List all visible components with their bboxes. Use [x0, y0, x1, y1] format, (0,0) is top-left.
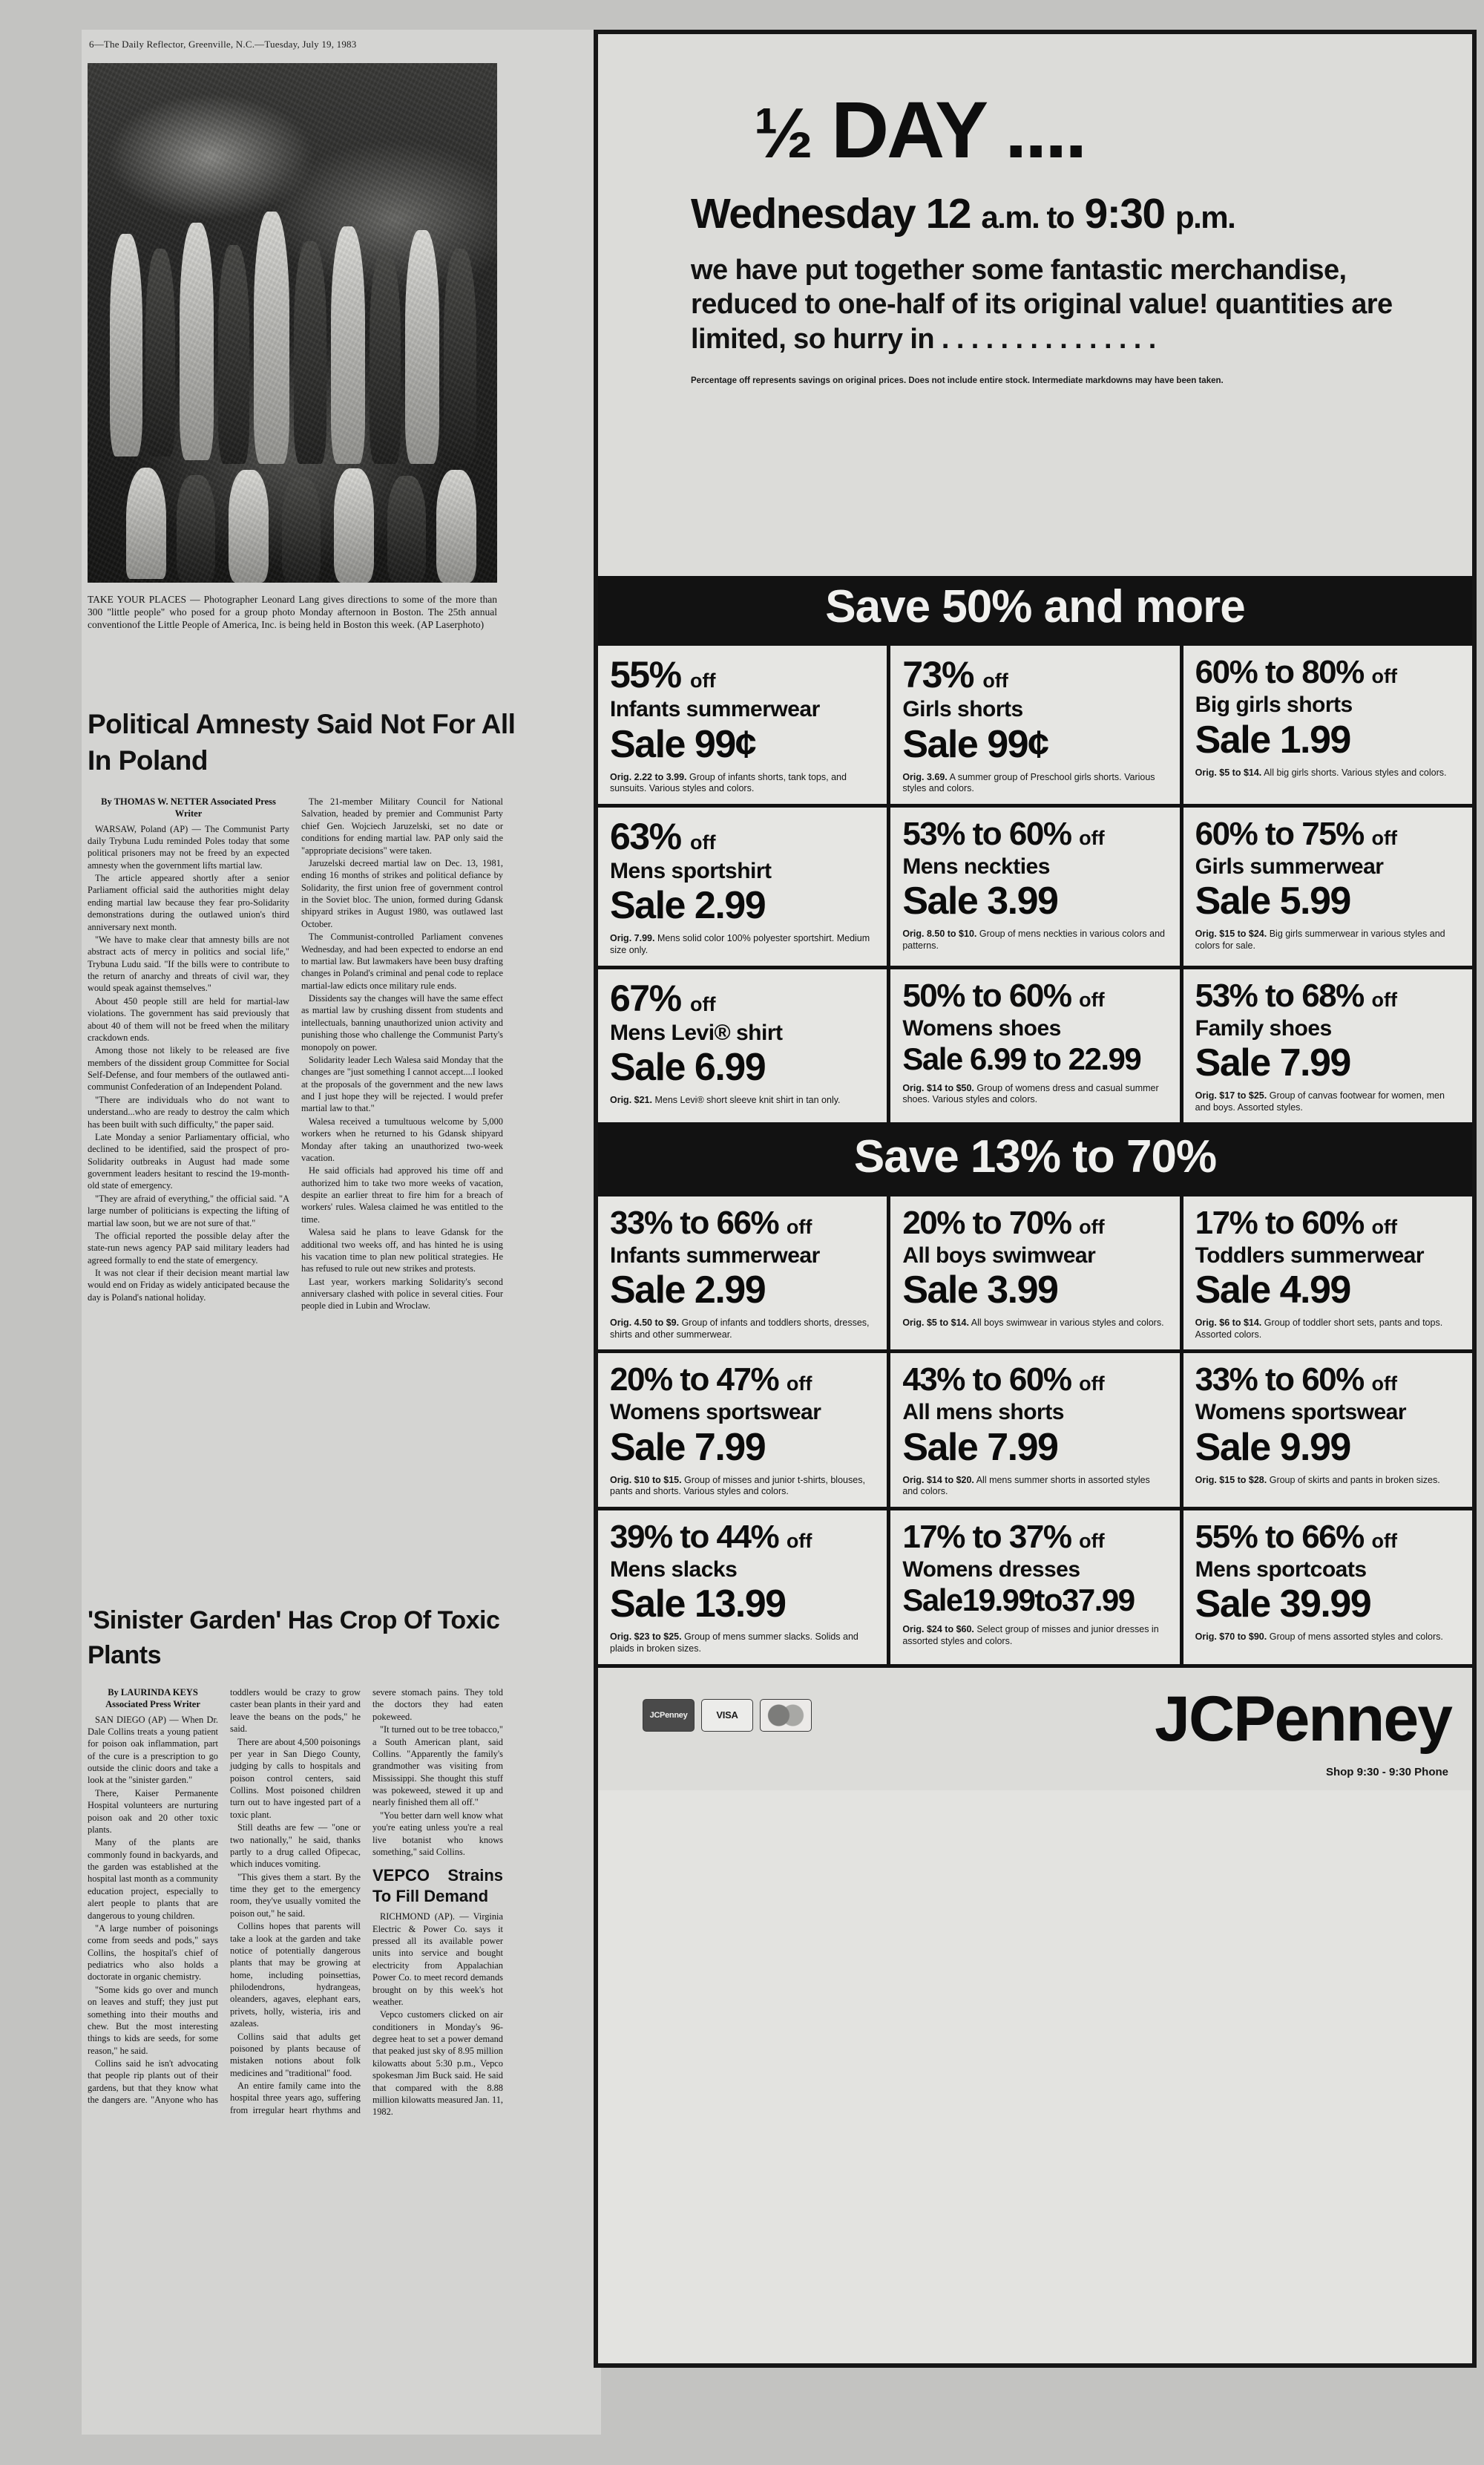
- offer-orig-price: Orig. $15 to $24.: [1195, 929, 1267, 940]
- offer-item: Girls shorts: [902, 697, 1023, 722]
- offer-desc-text: All mens summer shorts in assorted styles and colors.: [902, 1474, 1150, 1497]
- offer-desc-text: Group of infants and toddlers shorts, dresses, shirts and other summerwear.: [610, 1317, 870, 1340]
- offer-desc-text: Group of skirts and pants in broken sizes.: [1269, 1474, 1440, 1485]
- offer-orig-price: Orig. $70 to $90.: [1195, 1631, 1267, 1643]
- store-hours: Shop 9:30 - 9:30 Phone: [1325, 1765, 1448, 1778]
- offer-sale-price: Sale 5.99: [1195, 880, 1350, 923]
- offer-cell[interactable]: [890, 969, 1179, 1123]
- paragraph: RICHMOND (AP). — Virginia Electric & Power Co. says it pressed all its available power units into service and bought electricity from Appalachian Power Co. to meet record demands brought on by this week's hot weather.: [372, 1911, 503, 2007]
- page-folio: 6—The Daily Reflector, Greenville, N.C.—Tuesday, July 19, 1983: [89, 39, 357, 50]
- offer-desc-text: Group of mens summer slacks. Solids and plaids in broken sizes.: [610, 1631, 858, 1654]
- paragraph: It was not clear if their decision meant martial law would end on Friday as widely anticipated because the day is Poland's national holiday.: [88, 1268, 289, 1303]
- paragraph: There, Kaiser Permanente Hospital volunteers are nurturing poison oak and 20 other toxic plants.: [88, 1787, 218, 1835]
- offer-item: Mens slacks: [610, 1556, 738, 1582]
- offer-percent-suffix: off: [1079, 988, 1105, 1011]
- offer-orig-price: Orig. 8.50 to $10.: [902, 929, 977, 940]
- offer-desc-text: Group of canvas footwear for women, men and boys. Assorted styles.: [1195, 1090, 1445, 1113]
- payment-cards: [643, 1699, 812, 1732]
- offer-sale-price: Sale 2.99: [610, 1268, 766, 1312]
- headline-vepco: VEPCO Strains To Fill Demand: [372, 1866, 503, 1905]
- offer-orig-price: Orig. 3.69.: [902, 771, 948, 782]
- offer-percent: [610, 654, 875, 696]
- offer-percent-value: 50% to 60%: [902, 977, 1071, 1014]
- offer-percent-suffix: off: [982, 670, 1008, 693]
- offer-percent-suffix: off: [786, 1372, 812, 1395]
- paragraph: "There are individuals who do not want to understand...who are ready to destroy the calm which has been built with such difficulty," the paper said.: [88, 1094, 289, 1130]
- byline-garden: By LAURINDA KEYS Associated Press Writer: [105, 1687, 200, 1710]
- offer-description: [902, 772, 1167, 795]
- offer-description: [610, 933, 875, 956]
- offer-item: Toddlers summerwear: [1195, 1243, 1425, 1268]
- offer-percent: [610, 815, 875, 857]
- paragraph: Collins said that adults get poisoned by plants because of mistaken notions about folk medicines and "traditional" food.: [230, 2031, 361, 2078]
- offer-desc-text: Select group of misses and junior dresses in assorted styles and colors.: [902, 1624, 1159, 1646]
- offer-desc-text: Big girls summerwear in various styles and colors for sale.: [1195, 929, 1445, 952]
- ad-subhead-time1: a.m. to: [981, 200, 1074, 235]
- ad-headline-rest: DAY ....: [831, 85, 1086, 174]
- offer-percent: [902, 654, 1167, 696]
- offer-percent-value: 53% to 68%: [1195, 977, 1364, 1014]
- offer-description: [1195, 1317, 1460, 1340]
- offer-cell[interactable]: [1183, 1510, 1472, 1664]
- headline-poland: Political Amnesty Said Not For All In Poland: [88, 709, 516, 776]
- offer-percent: [1195, 815, 1460, 852]
- ad-headline-fraction: ½: [754, 94, 812, 173]
- offer-description: [610, 1317, 875, 1340]
- paragraph: WARSAW, Poland (AP) — The Communist Party daily Trybuna Ludu reminded Poles today that some political prisoners may not be freed by an expected amnesty when the government lifts martial law.: [88, 823, 289, 871]
- offer-description: [610, 772, 875, 795]
- offer-grid-top: [598, 642, 1472, 1126]
- offer-orig-price: Orig. $24 to $60.: [902, 1624, 974, 1635]
- byline-poland: By THOMAS W. NETTER Associated Press Writer: [101, 796, 276, 819]
- offer-item: Mens sportcoats: [1195, 1556, 1367, 1582]
- offer-cell[interactable]: [890, 1510, 1179, 1664]
- paragraph: "A large number of poisonings come from seeds and pods," says Collins, the hospital's chief of pediatrics who also holds a doctorate in organic chemistry.: [88, 1922, 218, 1983]
- offer-percent: [902, 1361, 1167, 1398]
- offer-percent-suffix: off: [1079, 826, 1105, 849]
- offer-orig-price: Orig. 2.22 to 3.99.: [610, 771, 687, 782]
- offer-item: Womens dresses: [902, 1556, 1080, 1582]
- offer-item: Womens shoes: [902, 1015, 1061, 1041]
- paragraph: The Communist-controlled Parliament convenes Wednesday, and had been expected to endorse an end to martial law. But lawmakers have been busy drafting changes in Poland's criminal and penal code to replace martial-law edicts once military rule ends.: [301, 932, 503, 991]
- paragraph: The article appeared shortly after a senior Parliament official said the authorities might delay ending martial law because they fear pro-Solidarity demonstrations during the outlawed union's third anniversary next month.: [88, 873, 289, 932]
- offer-cell[interactable]: [598, 808, 887, 966]
- offer-description: [1195, 1631, 1460, 1643]
- offer-sale-price: Sale19.99to37.99: [902, 1582, 1135, 1618]
- offer-desc-text: Group of womens dress and casual summer shoes. Various styles and colors.: [902, 1082, 1159, 1105]
- offer-percent-value: 73%: [902, 654, 974, 696]
- offer-percent: [902, 815, 1167, 852]
- paragraph: Many of the plants are commonly found in backyards, and the garden was established at the hospital last month as a community education project, especially to alert people to plants that are dangerous to young children.: [88, 1837, 218, 1921]
- paragraph: Last year, workers marking Solidarity's second anniversary clashed with police in several cities. Four people died in Lubin and Wroclaw.: [301, 1276, 503, 1312]
- mastercard-icon: [760, 1699, 812, 1732]
- offer-percent: [902, 977, 1167, 1014]
- offer-item: Womens sportswear: [610, 1400, 821, 1425]
- offer-item: All mens shorts: [902, 1400, 1064, 1425]
- offer-description: [610, 1631, 875, 1654]
- offer-cell[interactable]: [598, 969, 887, 1123]
- paragraph: Solidarity leader Lech Walesa said Monday that the changes are "just something I cannot accept....I looked at the proposals of the government and the new laws and I just hope they will be rejected. I would prefer martial law to that.": [301, 1054, 503, 1114]
- ad-fine-print: Percentage off represents savings on original prices. Does not include entire stock. Intermediate markdowns may have been taken.: [691, 376, 1224, 385]
- offer-description: [1195, 1475, 1460, 1487]
- offer-percent-value: 17% to 37%: [902, 1518, 1071, 1555]
- paragraph: "Some kids go over and munch on leaves and stuff; they just put something into their mouths and chew. But the most interesting things to kids are seeds, for some reason," he said.: [88, 1984, 218, 2056]
- offer-sale-price: Sale 4.99: [1195, 1268, 1350, 1312]
- offer-percent: [902, 1204, 1167, 1241]
- paragraph: Still deaths are few — "one or two nationally," he said, thanks partly to a drug called Ofipecac, which induces vomiting.: [230, 1822, 361, 1870]
- ad-subhead: [691, 192, 1450, 237]
- offer-desc-text: Group of misses and junior t-shirts, blouses, pants and shorts. Various styles and colors.: [610, 1474, 865, 1497]
- offer-percent-value: 55% to 66%: [1195, 1518, 1364, 1555]
- offer-percent-suffix: off: [1371, 665, 1397, 688]
- offer-percent-value: 33% to 60%: [1195, 1361, 1364, 1398]
- offer-percent-suffix: off: [1079, 1372, 1105, 1395]
- paragraph: "You better darn well know what you're eating unless you're a real live botanist who knows something," said Collins.: [372, 1810, 503, 1857]
- paragraph: Collins hopes that parents will take a look at the garden and take notice of potentially dangerous plants that may be growing at home, including poinsettias, philodendrons, hydrangeas, oleanders, agaves, elephant ears, privets, holly, wisteria, iris and azaleas.: [230, 1921, 361, 2029]
- offer-item: All boys swimwear: [902, 1243, 1096, 1268]
- offer-percent-value: 20% to 47%: [610, 1361, 779, 1398]
- offer-sale-price: Sale 39.99: [1195, 1582, 1371, 1626]
- offer-desc-text: A summer group of Preschool girls shorts. Various styles and colors.: [902, 771, 1155, 794]
- offer-cell[interactable]: [1183, 969, 1472, 1123]
- offer-item: Infants summerwear: [610, 1243, 820, 1268]
- offer-sale-price: Sale 7.99: [610, 1425, 766, 1469]
- offer-cell[interactable]: [890, 1353, 1179, 1507]
- paragraph: "We have to make clear that amnesty bills are not abstract acts of mercy in politics and social life," Trybuna Ludu said. "If the bills were to contribute to the return of anarchy and threats of civil war, they would speak against themselves.": [88, 934, 289, 994]
- offer-percent-value: 43% to 60%: [902, 1361, 1071, 1398]
- offer-percent-suffix: off: [689, 831, 716, 854]
- offer-percent-value: 63%: [610, 815, 681, 857]
- photo-grain: [88, 63, 497, 583]
- paragraph: Late Monday a senior Parliamentary official, who declined to be identified, said the prospect of pro-Solidarity outbreaks in August had made some government leaders hesitant to rescind the 19-month-old state of emergency.: [88, 1131, 289, 1191]
- offer-orig-price: Orig. $14 to $50.: [902, 1082, 974, 1093]
- offer-desc-text: All boys swimwear in various styles and colors.: [971, 1317, 1164, 1329]
- paragraph: He said officials had approved his time off and authorized him to take two more weeks of vacation, despite an earlier threat to fire him for a breach of workers' rules. Walesa claimed he was entitled to the time.: [301, 1165, 503, 1225]
- offer-percent: [1195, 656, 1460, 689]
- offer-item: Girls summerwear: [1195, 854, 1384, 879]
- jcpenney-card-icon: JCPenney: [643, 1699, 695, 1732]
- offer-description: [902, 1083, 1167, 1106]
- offer-sale-price: Sale 99¢: [902, 722, 1048, 766]
- offer-sale-price: Sale 9.99: [1195, 1425, 1350, 1469]
- offer-orig-price: Orig. $15 to $28.: [1195, 1474, 1267, 1485]
- offer-cell[interactable]: [890, 646, 1179, 804]
- offer-item: Big girls shorts: [1195, 693, 1353, 718]
- offer-description: [1195, 929, 1460, 952]
- jcpenney-advertisement: [594, 30, 1477, 2368]
- jcpenney-logo: JCPenney: [1155, 1683, 1451, 1755]
- offer-orig-price: Orig. $14 to $20.: [902, 1474, 974, 1485]
- offer-desc-text: All big girls shorts. Various styles and colors.: [1264, 767, 1447, 778]
- offer-desc-text: Group of infants shorts, tank tops, and sunsuits. Various styles and colors.: [610, 771, 847, 794]
- offer-desc-text: Mens Levi® short sleeve knit shirt in tan only.: [654, 1095, 841, 1106]
- offer-percent: [1195, 977, 1460, 1014]
- offer-percent-suffix: off: [1079, 1529, 1105, 1552]
- offer-sale-price: Sale 7.99: [1195, 1041, 1350, 1085]
- offer-description: [902, 1624, 1167, 1647]
- offer-percent: [610, 977, 875, 1019]
- offer-sale-price: Sale 6.99: [610, 1046, 766, 1090]
- offer-description: [610, 1475, 875, 1498]
- offer-cell[interactable]: [598, 1353, 887, 1507]
- paragraph: Dissidents say the changes will have the same effect as martial law by crushing dissent from students and intellectuals, banning unauthorized union activity and punishing those who challenge the Communist Party's monopoly on power.: [301, 993, 503, 1053]
- ad-subhead-time3: p.m.: [1175, 200, 1235, 235]
- offer-percent-suffix: off: [1371, 1372, 1397, 1395]
- offer-percent-suffix: off: [689, 670, 716, 693]
- story-body-garden: [88, 1686, 503, 2118]
- offer-sale-price: Sale 1.99: [1195, 718, 1350, 762]
- paragraph: An entire family came into the hospital three years ago, suffering from irregular heart rhythms and severe stomach pains. They told the doctors they had eaten pokeweed.: [230, 1687, 503, 2115]
- offer-percent: [1195, 1204, 1460, 1241]
- offer-cell[interactable]: [1183, 1197, 1472, 1350]
- offer-item: Mens neckties: [902, 854, 1050, 879]
- offer-cell[interactable]: [1183, 1353, 1472, 1507]
- offer-percent: [1195, 1361, 1460, 1398]
- offer-description: [1195, 1090, 1460, 1113]
- story-body-poland: [88, 796, 503, 1312]
- offer-description: [902, 1317, 1167, 1329]
- paragraph: There are about 4,500 poisonings per year in San Diego County, judging by calls to hospitals and poison control centers, said Collins. Most poisoned children turn out to have ingested part of a toxic plant.: [230, 1736, 361, 1820]
- offer-percent-value: 53% to 60%: [902, 815, 1071, 852]
- offer-sale-price: Sale 99¢: [610, 722, 756, 766]
- offer-cell[interactable]: [598, 1197, 887, 1350]
- ad-subhead-time2: 9:30: [1084, 190, 1165, 238]
- offer-desc-text: Group of toddler short sets, pants and tops. Assorted colors.: [1195, 1317, 1443, 1340]
- offer-percent-suffix: off: [689, 992, 716, 1015]
- offer-item: Mens sportshirt: [610, 858, 772, 883]
- paragraph: The official reported the possible delay after the state-run news agency PAP said military leaders had agreed formally to end the state of emergency.: [88, 1230, 289, 1266]
- paragraph: "It turned out to be tree tobacco," a South American plant, said Collins. "Apparently the family's grandmother was visiting from Mississippi. She thought this stuff was pokeweed, stewed it up and nearly finished them all off.": [372, 1724, 503, 1808]
- offer-percent-value: 60% to 80%: [1195, 654, 1364, 691]
- ad-header: [598, 34, 1472, 576]
- paragraph: Jaruzelski decreed martial law on Dec. 13, 1981, ending 16 months of strikes and political defiance by Solidarity, the first union free of government control in the Soviet bloc. The union, formed during Gdansk shipyard strikes in August 1980, was outlawed last October.: [301, 857, 503, 929]
- ad-footer: [598, 1668, 1472, 1790]
- offer-cell[interactable]: [890, 808, 1179, 966]
- offer-orig-price: Orig. $5 to $14.: [902, 1317, 969, 1329]
- offer-orig-price: Orig. $10 to $15.: [610, 1474, 682, 1485]
- ad-band-save-13-70: Save 13% to 70%: [598, 1126, 1472, 1192]
- offer-cell[interactable]: [598, 1510, 887, 1664]
- paragraph: "They are afraid of everything," the official said. "A large number of politicians is expecting the lifting of martial law soon, but we are not sure of that.": [88, 1193, 289, 1228]
- paragraph: Collins said he isn't advocating that people rip plants out of their gardens, but that they know what the dangers are. "Anyone who has toddlers would be crazy to grow caster bean plants in their yard and leave the beans on the pods," he said.: [88, 1687, 361, 2106]
- offer-percent: [1195, 1518, 1460, 1555]
- offer-orig-price: Orig. 7.99.: [610, 933, 655, 944]
- offer-sale-price: Sale 3.99: [902, 1268, 1058, 1312]
- ad-pitch: we have put together some fantastic merchandise, reduced to one-half of its original value! quantities are limited, so hurry in . . . . . . . . . . . . . . .: [691, 254, 1393, 355]
- offer-grid-bottom: [598, 1193, 1472, 1668]
- offer-percent-value: 67%: [610, 977, 681, 1019]
- offer-item: Mens Levi® shirt: [610, 1020, 783, 1045]
- offer-sale-price: Sale 2.99: [610, 884, 766, 928]
- offer-percent-suffix: off: [1371, 988, 1397, 1011]
- offer-item: Family shoes: [1195, 1015, 1332, 1041]
- offer-desc-text: Group of mens neckties in various colors and patterns.: [902, 929, 1165, 952]
- paragraph: Walesa said he plans to leave Gdansk for the additional two weeks off, and has hinted he is using his vacation time to plan new political strategies. He has refused to rule out new strikes and protests.: [301, 1227, 503, 1274]
- ad-band-save-50: Save 50% and more: [598, 576, 1472, 642]
- offer-sale-price: Sale 13.99: [610, 1582, 786, 1626]
- offer-cell[interactable]: [598, 646, 887, 804]
- offer-description: [1195, 767, 1460, 779]
- paragraph: Among those not likely to be released are five members of the dissident group Committee for Social Self-Defense, and four members of the outlawed anti-communist Confederation of an Independent Poland.: [88, 1045, 289, 1093]
- ad-headline: [754, 85, 1450, 174]
- visa-card-icon: VISA: [701, 1699, 753, 1732]
- offer-percent-suffix: off: [786, 1215, 812, 1238]
- offer-percent: [610, 1361, 875, 1398]
- ad-subhead-day: Wednesday 12: [691, 190, 971, 238]
- offer-percent-suffix: off: [1371, 1529, 1397, 1552]
- offer-sale-price: Sale 3.99: [902, 880, 1058, 923]
- offer-percent-value: 33% to 66%: [610, 1204, 779, 1241]
- offer-percent: [902, 1518, 1167, 1555]
- offer-description: [610, 1095, 875, 1107]
- headline-garden: 'Sinister Garden' Has Crop Of Toxic Plants: [88, 1606, 500, 1669]
- offer-cell[interactable]: [1183, 808, 1472, 966]
- offer-orig-price: Orig. $5 to $14.: [1195, 767, 1262, 778]
- offer-percent-value: 39% to 44%: [610, 1518, 779, 1555]
- news-photo: [88, 63, 497, 583]
- offer-percent: [610, 1518, 875, 1555]
- offer-orig-price: Orig. $6 to $14.: [1195, 1317, 1262, 1329]
- offer-percent-suffix: off: [1371, 1215, 1397, 1238]
- photo-caption: TAKE YOUR PLACES — Photographer Leonard Lang gives directions to some of the more than 300 "little people" who posed for a group photo Monday afternoon in Boston. The 25th annual conventionof the Little People of America, Inc. is being held in Boston this week. (AP Laserphoto): [88, 594, 497, 630]
- offer-description: [902, 1475, 1167, 1498]
- offer-percent-suffix: off: [1079, 1215, 1105, 1238]
- offer-percent-value: 17% to 60%: [1195, 1204, 1364, 1241]
- offer-percent-value: 55%: [610, 654, 681, 696]
- paragraph: About 450 people still are held for martial-law violations. The government has said previously that about 40 of them will not be freed when the military crackdown ends.: [88, 995, 289, 1043]
- offer-percent-suffix: off: [786, 1529, 812, 1552]
- offer-item: Womens sportswear: [1195, 1400, 1407, 1425]
- offer-description: [902, 929, 1167, 952]
- paragraph: The 21-member Military Council for National Salvation, headed by premier and Communist Party chief Gen. Wojciech Jaruzelski, set no date or conditions for ending martial law. PAP only said the "appropriate decisions" were taken.: [301, 796, 503, 856]
- offer-item: Infants summerwear: [610, 697, 820, 722]
- offer-desc-text: Mens solid color 100% polyester sportshirt. Medium size only.: [610, 933, 870, 956]
- offer-percent-value: 20% to 70%: [902, 1204, 1071, 1241]
- paragraph: SAN DIEGO (AP) — When Dr. Dale Collins treats a young patient for poison oak inflammation, part of the cure is a prescription to go outside the clinic doors and take a look at the "sinister garden.": [88, 1714, 218, 1786]
- offer-percent-value: 60% to 75%: [1195, 815, 1364, 852]
- offer-sale-price: Sale 6.99 to 22.99: [902, 1041, 1141, 1077]
- offer-cell[interactable]: [890, 1197, 1179, 1350]
- offer-orig-price: Orig. $21.: [610, 1095, 652, 1106]
- offer-sale-price: Sale 7.99: [902, 1425, 1058, 1469]
- offer-desc-text: Group of mens assorted styles and colors.: [1269, 1631, 1443, 1643]
- paragraph: Walesa received a tumultuous welcome by 5,000 workers when he returned to his Gdansk shipyard Monday after taking an unauthorized two-week vacation.: [301, 1116, 503, 1163]
- offer-orig-price: Orig. $23 to $25.: [610, 1631, 682, 1643]
- paragraph: "This gives them a start. By the time they get to the emergency room, they've usually vomited the poison out," he said.: [230, 1871, 361, 1919]
- offer-orig-price: Orig. 4.50 to $9.: [610, 1317, 680, 1329]
- offer-percent: [610, 1204, 875, 1241]
- paragraph: Vepco customers clicked on air conditioners in Monday's 96-degree heat to set a power demand that peaked just sky of 8.95 million kilowatts about 5:30 p.m., Vepco spokesman Jim Buck said. He said that compared with the 8.88 million kilowatts measured Jan. 11, 1982.: [372, 2009, 503, 2118]
- offer-percent-suffix: off: [1371, 826, 1397, 849]
- offer-cell[interactable]: [1183, 646, 1472, 804]
- offer-orig-price: Orig. $17 to $25.: [1195, 1090, 1267, 1101]
